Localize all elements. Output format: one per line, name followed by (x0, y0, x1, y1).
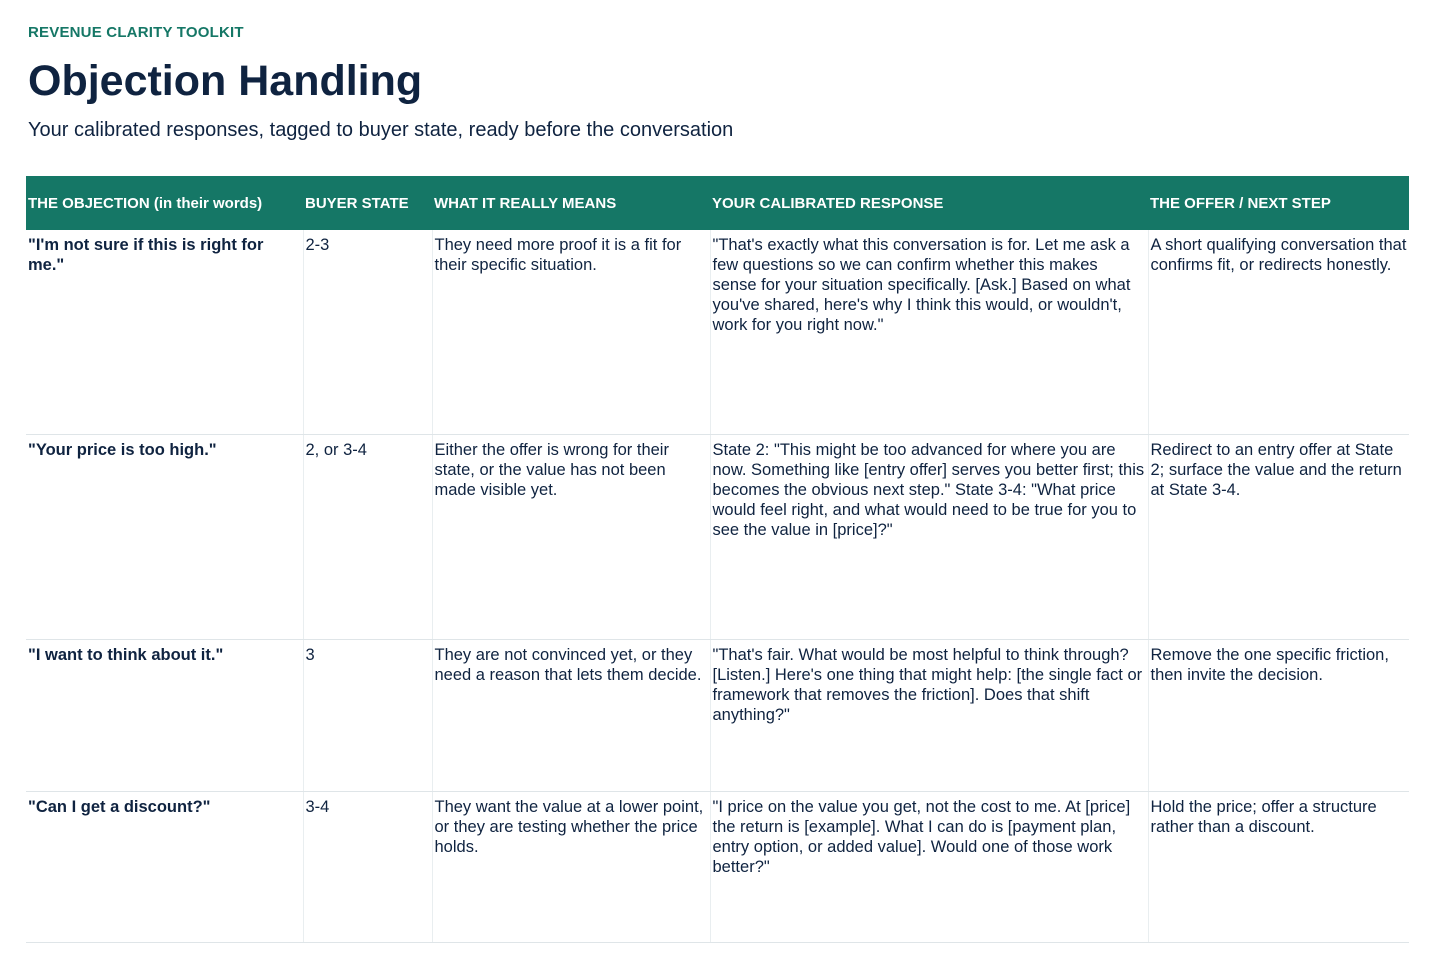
response-cell: "That's fair. What would be most helpful to think through? [Listen.] Here's one thing that might help: [the single fact or framework that removes the friction]. Does that shift anything?" (710, 640, 1148, 792)
response-cell: State 2: "This might be too advanced for where you are now. Something like [entry offer] serves you better first; this becomes the obvious next step." State 3-4: "What price would feel right, and what would need to be true for you to see the value in [price]?" (710, 435, 1148, 640)
objection-cell: "Can I get a discount?" (26, 792, 303, 943)
meaning-cell: Either the offer is wrong for their state, or the value has not been made visible yet. (432, 435, 710, 640)
table-row (26, 230, 1409, 435)
next-step-cell: Hold the price; offer a structure rather than a discount. (1148, 792, 1409, 943)
table-row (26, 792, 1409, 943)
toolkit-eyebrow: REVENUE CLARITY TOOLKIT (28, 24, 244, 41)
table-row (26, 640, 1409, 792)
objection-cell: "Your price is too high." (26, 435, 303, 640)
meaning-cell: They want the value at a lower point, or they are testing whether the price holds. (432, 792, 710, 943)
page-title: Objection Handling (28, 57, 423, 105)
buyer-state-cell: 3 (303, 640, 432, 792)
objection-cell: "I want to think about it." (26, 640, 303, 792)
next-step-cell: Redirect to an entry offer at State 2; surface the value and the return at State 3-4. (1148, 435, 1409, 640)
objection-table (26, 176, 1409, 943)
buyer-state-cell: 2-3 (303, 230, 432, 435)
next-step-cell: A short qualifying conversation that confirms fit, or redirects honestly. (1148, 230, 1409, 435)
table-row (26, 435, 1409, 640)
response-cell: "I price on the value you get, not the cost to me. At [price] the return is [example]. What I can do is [payment plan, entry option, or added value]. Would one of those work better?" (710, 792, 1148, 943)
column-header-next-step: THE OFFER / NEXT STEP (1148, 176, 1409, 230)
buyer-state-cell: 2, or 3-4 (303, 435, 432, 640)
objection-cell: "I'm not sure if this is right for me." (26, 230, 303, 435)
page-subtitle: Your calibrated responses, tagged to buyer state, ready before the conversation (28, 119, 734, 141)
meaning-cell: They need more proof it is a fit for their specific situation. (432, 230, 710, 435)
next-step-cell: Remove the one specific friction, then invite the decision. (1148, 640, 1409, 792)
response-cell: "That's exactly what this conversation is for. Let me ask a few questions so we can confirm whether this makes sense for your situation specifically. [Ask.] Based on what you've shared, here's why I think this would, or wouldn't, work for you right now." (710, 230, 1148, 435)
column-header-objection: THE OBJECTION (in their words) (26, 176, 303, 230)
meaning-cell: They are not convinced yet, or they need a reason that lets them decide. (432, 640, 710, 792)
table-header-row (26, 176, 1409, 230)
column-header-buyer-state: BUYER STATE (303, 176, 432, 230)
column-header-response: YOUR CALIBRATED RESPONSE (710, 176, 1148, 230)
buyer-state-cell: 3-4 (303, 792, 432, 943)
column-header-meaning: WHAT IT REALLY MEANS (432, 176, 710, 230)
